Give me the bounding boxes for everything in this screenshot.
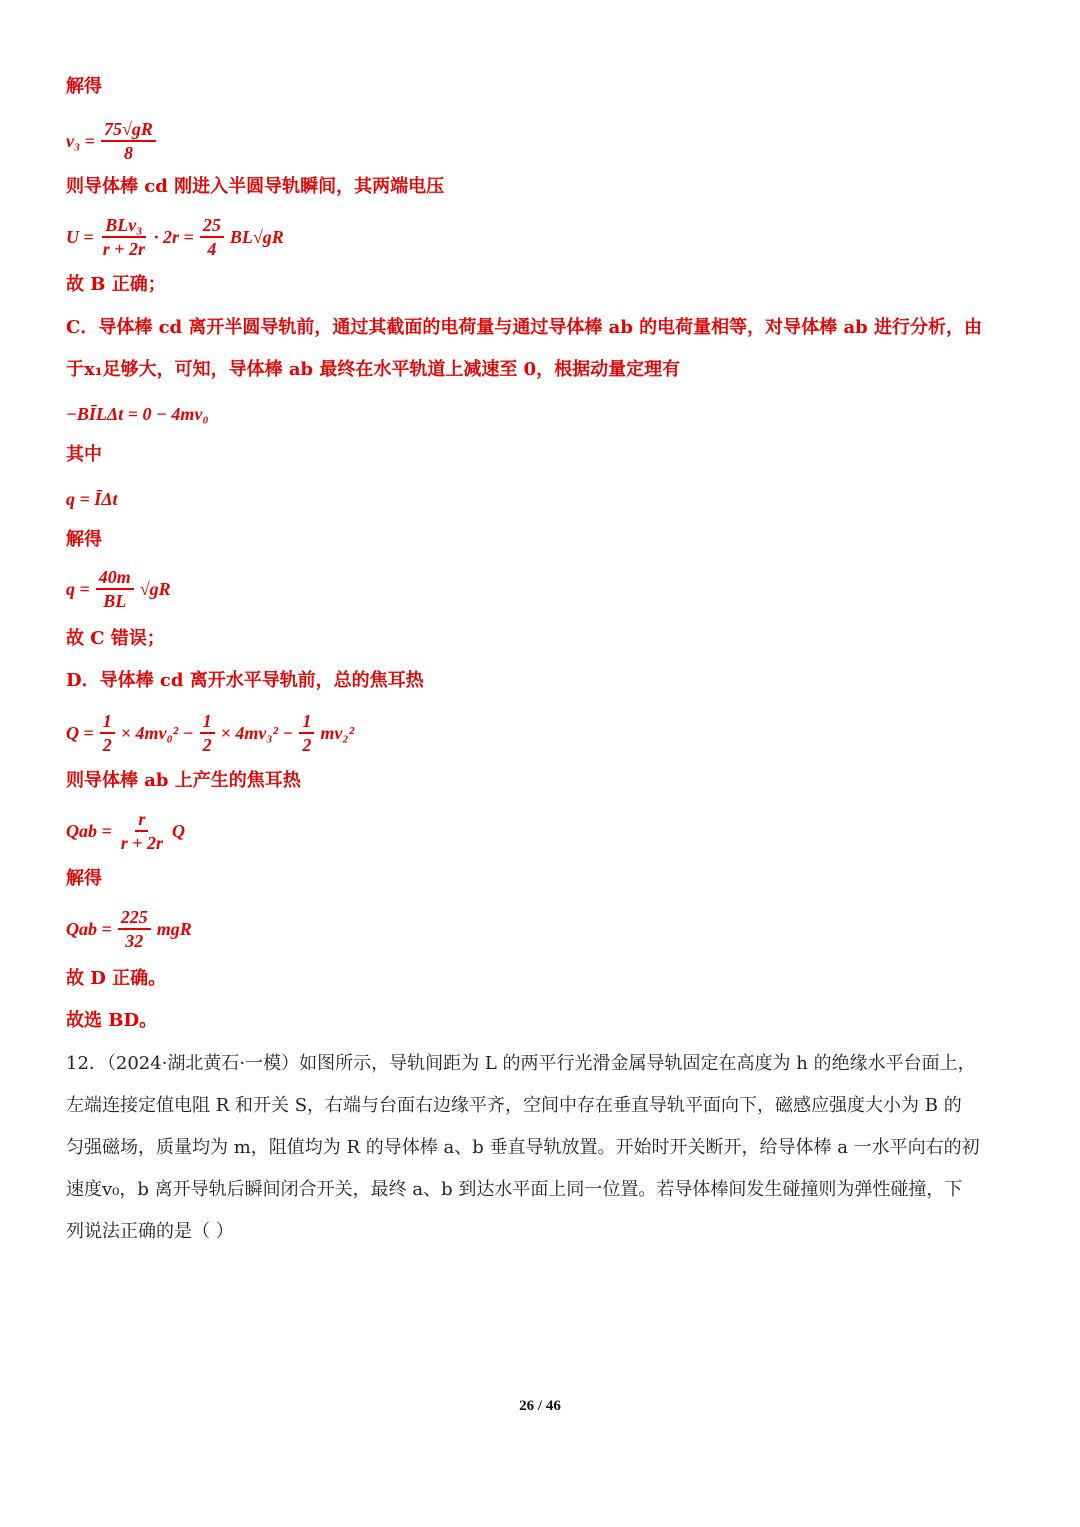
Q-term-2: × 4mv₃² − (220, 723, 294, 743)
question-line-1: 12．（2024·湖北黄石·一模）如图所示，导轨间距为 L 的两平行光滑金属导轨固定在高度为 h 的绝缘水平台面上， (66, 1053, 976, 1074)
Qab-result-fraction (118, 906, 151, 952)
question-line-3: 匀强磁场，质量均为 m，阻值均为 R 的导体棒 a、b 垂直导轨放置。开始时开关断开，给导体棒 a 一水平向右的初 (66, 1137, 980, 1158)
Q-numerator-1: 1 (100, 710, 115, 734)
u-denominator-2: 4 (207, 239, 217, 259)
Qab-fraction (118, 808, 166, 854)
Q-fraction-2 (200, 710, 215, 756)
Q-denominator-2: 2 (202, 735, 212, 755)
Qab-denominator: r + 2r (120, 833, 164, 853)
Q-numerator-2: 1 (200, 710, 215, 734)
formula-Qab-result (66, 906, 192, 952)
Qab-numerator: r (135, 808, 148, 832)
u-denominator-1: r + 2r (102, 239, 146, 259)
formula-u (66, 214, 284, 260)
Qab-result-tail: mgR (156, 919, 192, 939)
q-tail: √gR (139, 579, 171, 599)
Qab-result-lhs: Qab = (66, 919, 112, 939)
label-b-correct: 故 B 正确； (66, 274, 166, 295)
formula-Qab (66, 808, 185, 854)
v3-numerator: 75√gR (101, 118, 156, 142)
v3-denominator: 8 (123, 143, 133, 163)
q-fraction (96, 566, 134, 612)
u-tail: BL√gR (229, 227, 284, 247)
Q-fraction-3 (299, 710, 314, 756)
label-qizhong: 其中 (66, 444, 102, 465)
Q-lhs: Q = (66, 723, 94, 743)
label-jiede-3: 解得 (66, 868, 102, 889)
label-jiede-2: 解得 (66, 529, 102, 550)
label-jiede-1: 解得 (66, 76, 102, 97)
u-numerator-1: BLv₃ (102, 214, 145, 238)
Qab-result-numerator: 225 (118, 906, 151, 930)
Q-term-3: mv₂² (320, 723, 355, 743)
question-line-4: 速度v₀，b 离开导轨后瞬间闭合开关，最终 a、b 到达水平面上同一位置。若导体棒间发生碰撞则为弹性碰撞，下 (66, 1179, 963, 1200)
Q-denominator-3: 2 (302, 735, 312, 755)
momentum-equation: −BĪLΔt = 0 − 4mv₀ (66, 404, 209, 424)
formula-q-def (66, 486, 118, 513)
Q-numerator-3: 1 (299, 710, 314, 734)
label-cd-voltage: 则导体棒 cd 刚进入半圆导轨瞬间，其两端电压 (66, 176, 445, 197)
q-definition: q = ĪΔt (66, 489, 118, 509)
q-denominator: BL (103, 591, 127, 611)
label-c-line2: 于x₁足够大，可知，导体棒 ab 最终在水平轨道上减速至 0，根据动量定理有 (66, 359, 681, 380)
Qab-lhs: Qab = (66, 821, 112, 841)
label-c-line1: C．导体棒 cd 离开半圆导轨前，通过其截面的电荷量与通过导体棒 ab 的电荷量相等，对导体棒 ab 进行分析，由 (66, 317, 982, 338)
v3-lhs: v₃ = (66, 131, 96, 151)
u-fraction-1 (100, 214, 148, 260)
question-line-2: 左端连接定值电阻 R 和开关 S，右端与台面右边缘平齐，空间中存在垂直导轨平面向下，磁感应强度大小为 B 的 (66, 1095, 962, 1116)
page-number: 26 / 46 (519, 1398, 561, 1414)
formula-v3 (66, 118, 158, 164)
formula-Q (66, 710, 354, 756)
q-lhs: q = (66, 579, 90, 599)
u-numerator-2: 25 (200, 214, 224, 238)
u-lhs: U = (66, 227, 94, 247)
formula-q (66, 566, 171, 612)
formula-momentum (66, 401, 209, 428)
label-c-wrong: 故 C 错误； (66, 628, 165, 649)
label-ab-heat: 则导体棒 ab 上产生的焦耳热 (66, 770, 301, 791)
label-d-line: D．导体棒 cd 离开水平导轨前，总的焦耳热 (66, 670, 424, 691)
Qab-result-denominator: 32 (125, 931, 144, 951)
Q-term-1: × 4mv₀² − (120, 723, 194, 743)
Q-denominator-1: 2 (102, 735, 112, 755)
u-fraction-2 (200, 214, 224, 260)
label-d-correct: 故 D 正确。 (66, 968, 167, 989)
Qab-tail: Q (172, 821, 186, 841)
v3-fraction (101, 118, 156, 164)
q-numerator: 40m (96, 566, 134, 590)
Q-fraction-1 (100, 710, 115, 756)
label-choose: 故选 BD。 (66, 1010, 158, 1031)
question-line-5: 列说法正确的是（ ） (66, 1221, 234, 1242)
u-middle: · 2r = (154, 227, 194, 247)
